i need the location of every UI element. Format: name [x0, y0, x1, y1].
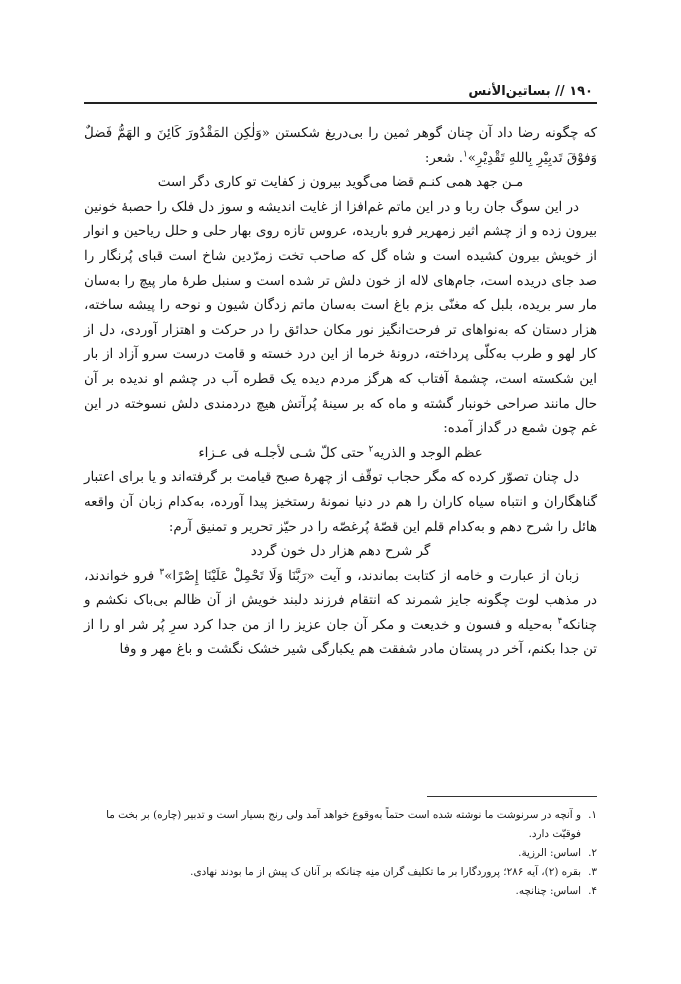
paragraph-2: در این سوگ جان ربا و در این ماتم غم‌افزا از غایت اندیشه و سوز دل فلک را حصبهٔ خونین بیرون زده و از چشم اثیر زمهریر فرو باریده، عروس تازه روی بهار حلی و حلل ریاحین و انوار از خویش بیرون کشیده است و شاه گل که صاحب تخت زمرّدین شاخ است قبای پُرنگار را صد جای دریده است، جام‌های لاله از خون دلش تر شده است و سنبل طرهٔ مار پیچ را به‌سان مار سر بریده، بلبل که مغنّی بزم باغ است به‌سان ماتم زدگان شیون و نوحه را پیشه ساخته، هزار دستان که به‌نواهای تر فرحت‌انگیز نور مکان حدائق را در حرکت و اهتزار آوردی، دل از کار لهو و طرب به‌کلّی پرداخته، درونهٔ خرما از این درد خسته و قامت درست سرو آزاد از بار این شکسته است، چشمهٔ آفتاب که هرگز مردم دیده یک قطره آب در چشم او ندیده بر آن حال مانند صراحی خونبار گشته و ماه که بر سینهٔ پُرآتش هیچ دردمندی دلش نسوخته در این غم چون شمع در گداز آمده:	[84, 199, 597, 437]
footnote-number: ۴.	[588, 885, 597, 897]
footnote-ref-4[interactable]: ۴	[557, 616, 563, 627]
footnote-text: بقره (۲)، آیه ۲۸۶؛ پروردگارا بر ما تکلیف گران منِه چنانکه بر آنان ک پیش از ما بودند نهادی.	[190, 866, 581, 878]
paragraph-1	[84, 122, 597, 171]
paragraph-4	[84, 565, 597, 663]
verse-3: گر شرح دهم هزار دل خون گردد	[250, 544, 431, 560]
footnote-text: اساس: الرزیة.	[518, 847, 581, 859]
footnote-2	[84, 844, 597, 863]
footnote-3	[84, 863, 597, 882]
paragraph-1-tail: . شعر:	[424, 150, 463, 166]
main-text	[84, 122, 597, 663]
footnotes	[84, 806, 597, 901]
paragraph-3: دل چنان تصوّر کرده که مگر حجاب توقّف از چهرهٔ صبح قیامت بر گرفته‌اند و یا برای اعتبار گناهگاران و انتباه سیاه کاران را هم در دنیا نمونهٔ رستخیز پیدا آورده، به‌کدام زبان آن واقعه هائل را شرح دهم و به‌کدام قلم این قصّهٔ پُرغصّه را در حیّز تحریر و تمنیق آرم:	[84, 470, 597, 535]
running-header: ۱۹۰ // بساتین‌الأنس	[468, 84, 593, 99]
footnote-ref-2[interactable]: ۲	[368, 444, 374, 455]
footnote-number: ۳.	[588, 866, 597, 878]
paragraph-4-part-c: به‌حیله و فسون و خدیعت و مکر آن جان عزیز را از من جدا کرد سرِ پُر شر او را از تن جدا بکنم، آخر در پستان مادر شفقت هم یکبارگی شیر خشک نگشت و باغ مهر و وفا	[84, 617, 597, 658]
verse-1: مـن جهد همی کنـم قضا می‌گوید بیرون ز کفایت تو کاری دگر است	[157, 175, 524, 191]
footnote-rule	[427, 796, 597, 797]
footnote-number: ۱.	[588, 809, 597, 821]
footnote-text: و آنچه در سرنوشت ما نوشته شده است حتماً به‌وقوع خواهد آمد ولی رنج بسیار است و تدبیر (چاره) بر بخت ما فوقیّت دارد.	[106, 809, 581, 840]
footnote-ref-3[interactable]: ۳	[159, 567, 165, 578]
paragraph-4-part-b: فرو خواندند، در مذهب لوت چگونه جایز شمرند که انتقام فرزند دلبند خویش از آن ظالم بی‌باک نکشم و چنانکه	[84, 568, 597, 633]
verse-2-part-b: حتی کلّ شـی لأجلـه فی عـزاء	[198, 445, 369, 461]
paragraph-1-text: که چگونه رضا داد آن چنان گوهر ثمین را بی‌دریغ شکستن «وَلٰکِن المَقْدُورَ کَائِنَ و الهَمُّ فَضلٌ وَفوْقَ تَدبِیْرِ بِاللهِ تَقْدِیْرِ»	[84, 126, 597, 166]
footnote-ref-1[interactable]: ۱	[462, 149, 468, 160]
paragraph-4-part-a: زبان از عبارت و خامه از کتابت بماندند، و آیت «رَبَّنَا وَلَا تَحْمِلْ عَلَیْنَا إِصْرًا»	[164, 568, 579, 584]
verse-2-part-a: عظم الوجد و الذریه	[373, 445, 483, 461]
footnote-text: اساس: چنانچه.	[515, 885, 581, 897]
footnote-4	[84, 882, 597, 901]
footnote-1	[84, 806, 597, 844]
footnote-number: ۲.	[588, 847, 597, 859]
verse-2	[84, 442, 597, 467]
header-rule	[84, 102, 597, 104]
